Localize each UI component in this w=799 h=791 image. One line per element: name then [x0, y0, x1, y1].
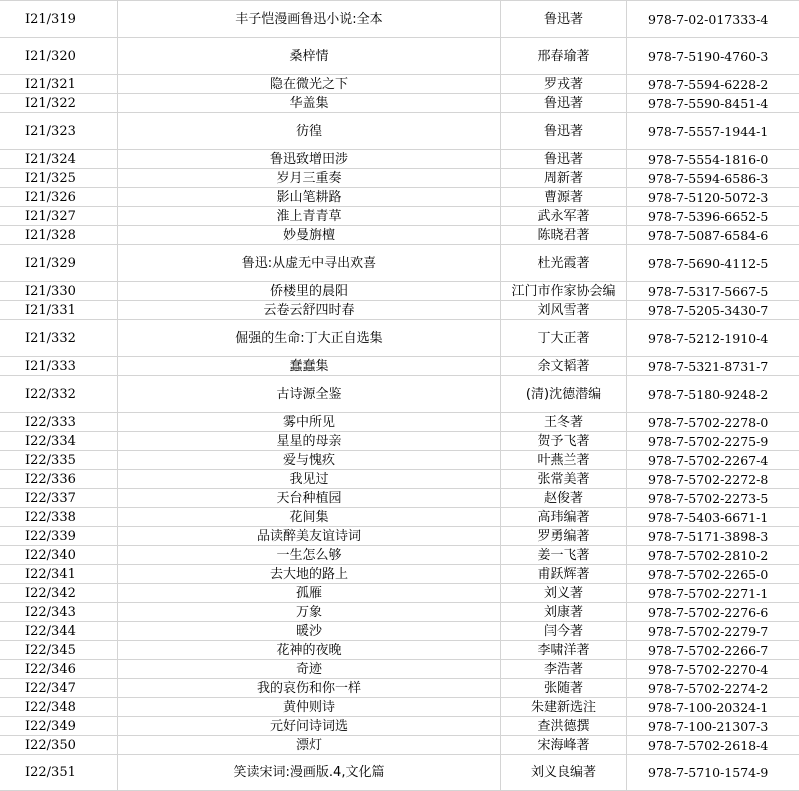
- book-title-cell[interactable]: 笑读宋词:漫画版.4,文化篇: [118, 755, 501, 791]
- table-row: [0, 150, 799, 169]
- call-number-cell[interactable]: I21/325: [0, 169, 118, 188]
- call-number-cell[interactable]: I21/323: [0, 113, 118, 150]
- author-cell[interactable]: 鲁迅著: [501, 94, 627, 113]
- author-cell[interactable]: 贺予飞著: [501, 432, 627, 451]
- call-number-cell[interactable]: I21/332: [0, 320, 118, 357]
- table-row: [0, 38, 799, 75]
- call-number-cell[interactable]: I22/344: [0, 622, 118, 641]
- isbn-cell[interactable]: 978-7-5702-2273-5: [627, 489, 799, 508]
- isbn-cell[interactable]: 978-7-5594-6228-2: [627, 75, 799, 94]
- table-row: [0, 451, 799, 470]
- call-number-cell[interactable]: I22/334: [0, 432, 118, 451]
- table-row: [0, 584, 799, 603]
- author-cell[interactable]: 查洪德撰: [501, 717, 627, 736]
- call-number-cell[interactable]: I22/343: [0, 603, 118, 622]
- author-cell[interactable]: 罗戎著: [501, 75, 627, 94]
- table-row: [0, 679, 799, 698]
- author-cell[interactable]: (清)沈德潜编: [501, 376, 627, 413]
- table-row: [0, 508, 799, 527]
- table-row: [0, 320, 799, 357]
- book-title-cell[interactable]: 万象: [118, 603, 501, 622]
- isbn-cell[interactable]: 978-7-5702-2272-8: [627, 470, 799, 489]
- table-row: [0, 660, 799, 679]
- book-title-cell[interactable]: 倔强的生命:丁大正自选集: [118, 320, 501, 357]
- book-title-cell[interactable]: 丰子恺漫画鲁迅小说:全本: [118, 1, 501, 38]
- book-title-cell[interactable]: 我的哀伤和你一样: [118, 679, 501, 698]
- book-title-cell[interactable]: 鲁迅:从虚无中寻出欢喜: [118, 245, 501, 282]
- book-title-cell[interactable]: 星星的母亲: [118, 432, 501, 451]
- book-title-cell[interactable]: 花神的夜晚: [118, 641, 501, 660]
- isbn-cell[interactable]: 978-7-5317-5667-5: [627, 282, 799, 301]
- book-title-cell[interactable]: 黄仲则诗: [118, 698, 501, 717]
- book-title-cell[interactable]: 桑梓情: [118, 38, 501, 75]
- call-number-cell[interactable]: I21/333: [0, 357, 118, 376]
- table-row: [0, 489, 799, 508]
- author-cell[interactable]: 鲁迅著: [501, 150, 627, 169]
- book-title-cell[interactable]: 去大地的路上: [118, 565, 501, 584]
- author-cell[interactable]: 罗勇编著: [501, 527, 627, 546]
- call-number-cell[interactable]: I22/349: [0, 717, 118, 736]
- call-number-cell[interactable]: I21/324: [0, 150, 118, 169]
- isbn-cell[interactable]: 978-7-5321-8731-7: [627, 357, 799, 376]
- author-cell[interactable]: 朱建新选注: [501, 698, 627, 717]
- isbn-cell[interactable]: 978-7-5212-1910-4: [627, 320, 799, 357]
- call-number-cell[interactable]: I22/350: [0, 736, 118, 755]
- table-row: [0, 622, 799, 641]
- table-row: [0, 282, 799, 301]
- isbn-cell[interactable]: 978-7-5702-2267-4: [627, 451, 799, 470]
- isbn-cell[interactable]: 978-7-5702-2275-9: [627, 432, 799, 451]
- author-cell[interactable]: 王冬著: [501, 413, 627, 432]
- author-cell[interactable]: 李浩著: [501, 660, 627, 679]
- table-body: [0, 1, 799, 791]
- table-row: [0, 717, 799, 736]
- author-cell[interactable]: 李啸洋著: [501, 641, 627, 660]
- isbn-cell[interactable]: 978-7-5396-6652-5: [627, 207, 799, 226]
- book-title-cell[interactable]: 隐在微光之下: [118, 75, 501, 94]
- call-number-cell[interactable]: I22/347: [0, 679, 118, 698]
- isbn-cell[interactable]: 978-7-5180-9248-2: [627, 376, 799, 413]
- table-row: [0, 207, 799, 226]
- author-cell[interactable]: 高玮编著: [501, 508, 627, 527]
- call-number-cell[interactable]: I21/329: [0, 245, 118, 282]
- book-title-cell[interactable]: 品读醉美友谊诗词: [118, 527, 501, 546]
- table-row: [0, 432, 799, 451]
- call-number-cell[interactable]: I22/346: [0, 660, 118, 679]
- table-row: [0, 755, 799, 791]
- book-title-cell[interactable]: 侨楼里的晨阳: [118, 282, 501, 301]
- author-cell[interactable]: 张常美著: [501, 470, 627, 489]
- table-row: [0, 226, 799, 245]
- isbn-cell[interactable]: 978-7-5702-2278-0: [627, 413, 799, 432]
- call-number-cell[interactable]: I21/319: [0, 1, 118, 38]
- call-number-cell[interactable]: I22/348: [0, 698, 118, 717]
- call-number-cell[interactable]: I22/337: [0, 489, 118, 508]
- call-number-cell[interactable]: I22/338: [0, 508, 118, 527]
- book-title-cell[interactable]: 岁月三重奏: [118, 169, 501, 188]
- table-row: [0, 470, 799, 489]
- call-number-cell[interactable]: I22/342: [0, 584, 118, 603]
- book-title-cell[interactable]: 元好问诗词选: [118, 717, 501, 736]
- book-title-cell[interactable]: 云卷云舒四时春: [118, 301, 501, 320]
- table-row: [0, 546, 799, 565]
- isbn-cell[interactable]: 978-7-5702-2265-0: [627, 565, 799, 584]
- book-title-cell[interactable]: 奇迹: [118, 660, 501, 679]
- author-cell[interactable]: 鲁迅著: [501, 113, 627, 150]
- author-cell[interactable]: 周新著: [501, 169, 627, 188]
- author-cell[interactable]: 陈晓君著: [501, 226, 627, 245]
- table-row: [0, 169, 799, 188]
- call-number-cell[interactable]: I22/340: [0, 546, 118, 565]
- book-title-cell[interactable]: 妙曼旃檀: [118, 226, 501, 245]
- author-cell[interactable]: 宋海峰著: [501, 736, 627, 755]
- call-number-cell[interactable]: I22/335: [0, 451, 118, 470]
- isbn-cell[interactable]: 978-7-5171-3898-3: [627, 527, 799, 546]
- book-title-cell[interactable]: 漂灯: [118, 736, 501, 755]
- isbn-cell[interactable]: 978-7-5594-6586-3: [627, 169, 799, 188]
- table-row: [0, 603, 799, 622]
- table-row: [0, 527, 799, 546]
- book-title-cell[interactable]: 孤雁: [118, 584, 501, 603]
- isbn-cell[interactable]: 978-7-5702-2276-6: [627, 603, 799, 622]
- author-cell[interactable]: 刘风雪著: [501, 301, 627, 320]
- author-cell[interactable]: 江门市作家协会编: [501, 282, 627, 301]
- call-number-cell[interactable]: I21/326: [0, 188, 118, 207]
- book-title-cell[interactable]: 影山笔耕路: [118, 188, 501, 207]
- isbn-cell[interactable]: 978-7-100-20324-1: [627, 698, 799, 717]
- book-title-cell[interactable]: 花间集: [118, 508, 501, 527]
- book-title-cell[interactable]: 华盖集: [118, 94, 501, 113]
- isbn-cell[interactable]: 978-7-5702-2270-4: [627, 660, 799, 679]
- isbn-cell[interactable]: 978-7-5590-8451-4: [627, 94, 799, 113]
- book-title-cell[interactable]: 一生怎么够: [118, 546, 501, 565]
- author-cell[interactable]: 丁大正著: [501, 320, 627, 357]
- table-row: [0, 94, 799, 113]
- table-row: [0, 357, 799, 376]
- book-title-cell[interactable]: 淮上青青草: [118, 207, 501, 226]
- table-row: [0, 1, 799, 38]
- book-title-cell[interactable]: 我见过: [118, 470, 501, 489]
- isbn-cell[interactable]: 978-7-5403-6671-1: [627, 508, 799, 527]
- call-number-cell[interactable]: I21/331: [0, 301, 118, 320]
- isbn-cell[interactable]: 978-7-02-017333-4: [627, 1, 799, 38]
- call-number-cell[interactable]: I22/341: [0, 565, 118, 584]
- author-cell[interactable]: 刘义著: [501, 584, 627, 603]
- isbn-cell[interactable]: 978-7-5557-1944-1: [627, 113, 799, 150]
- call-number-cell[interactable]: I21/320: [0, 38, 118, 75]
- author-cell[interactable]: 杜光霞著: [501, 245, 627, 282]
- table-row: [0, 113, 799, 150]
- author-cell[interactable]: 甫跃辉著: [501, 565, 627, 584]
- call-number-cell[interactable]: I21/322: [0, 94, 118, 113]
- isbn-cell[interactable]: 978-7-100-21307-3: [627, 717, 799, 736]
- author-cell[interactable]: 邢春瑜著: [501, 38, 627, 75]
- call-number-cell[interactable]: I22/345: [0, 641, 118, 660]
- isbn-cell[interactable]: 978-7-5702-2271-1: [627, 584, 799, 603]
- table-row: [0, 301, 799, 320]
- isbn-cell[interactable]: 978-7-5205-3430-7: [627, 301, 799, 320]
- call-number-cell[interactable]: I22/339: [0, 527, 118, 546]
- author-cell[interactable]: 姜一飞著: [501, 546, 627, 565]
- isbn-cell[interactable]: 978-7-5702-2266-7: [627, 641, 799, 660]
- call-number-cell[interactable]: I21/330: [0, 282, 118, 301]
- isbn-cell[interactable]: 978-7-5554-1816-0: [627, 150, 799, 169]
- call-number-cell[interactable]: I22/333: [0, 413, 118, 432]
- call-number-cell[interactable]: I21/328: [0, 226, 118, 245]
- isbn-cell[interactable]: 978-7-5702-2810-2: [627, 546, 799, 565]
- book-title-cell[interactable]: 爱与愧疚: [118, 451, 501, 470]
- isbn-cell[interactable]: 978-7-5710-1574-9: [627, 755, 799, 791]
- table-row: [0, 641, 799, 660]
- author-cell[interactable]: 余文韬著: [501, 357, 627, 376]
- author-cell[interactable]: 刘义良编著: [501, 755, 627, 791]
- book-title-cell[interactable]: 鲁迅致增田涉: [118, 150, 501, 169]
- author-cell[interactable]: 赵俊著: [501, 489, 627, 508]
- book-title-cell[interactable]: 天台种植园: [118, 489, 501, 508]
- book-title-cell[interactable]: 彷徨: [118, 113, 501, 150]
- author-cell[interactable]: 闫今著: [501, 622, 627, 641]
- table-row: [0, 698, 799, 717]
- table-row: [0, 565, 799, 584]
- table-row: [0, 188, 799, 207]
- author-cell[interactable]: 刘康著: [501, 603, 627, 622]
- book-title-cell[interactable]: 古诗源全鉴: [118, 376, 501, 413]
- isbn-cell[interactable]: 978-7-5087-6584-6: [627, 226, 799, 245]
- isbn-cell[interactable]: 978-7-5690-4112-5: [627, 245, 799, 282]
- table-row: [0, 75, 799, 94]
- author-cell[interactable]: 武永军著: [501, 207, 627, 226]
- call-number-cell[interactable]: I22/351: [0, 755, 118, 791]
- table-row: [0, 245, 799, 282]
- isbn-cell[interactable]: 978-7-5702-2279-7: [627, 622, 799, 641]
- call-number-cell[interactable]: I21/327: [0, 207, 118, 226]
- book-title-cell[interactable]: 暖沙: [118, 622, 501, 641]
- call-number-cell[interactable]: I22/332: [0, 376, 118, 413]
- book-title-cell[interactable]: 雾中所见: [118, 413, 501, 432]
- table-row: [0, 413, 799, 432]
- author-cell[interactable]: 曹源著: [501, 188, 627, 207]
- call-number-cell[interactable]: I22/336: [0, 470, 118, 489]
- author-cell[interactable]: 叶燕兰著: [501, 451, 627, 470]
- author-cell[interactable]: 鲁迅著: [501, 1, 627, 38]
- table-row: [0, 736, 799, 755]
- isbn-cell[interactable]: 978-7-5190-4760-3: [627, 38, 799, 75]
- isbn-cell[interactable]: 978-7-5702-2274-2: [627, 679, 799, 698]
- author-cell[interactable]: 张随著: [501, 679, 627, 698]
- isbn-cell[interactable]: 978-7-5702-2618-4: [627, 736, 799, 755]
- book-title-cell[interactable]: 蠢蠢集: [118, 357, 501, 376]
- call-number-cell[interactable]: I21/321: [0, 75, 118, 94]
- isbn-cell[interactable]: 978-7-5120-5072-3: [627, 188, 799, 207]
- table-row: [0, 376, 799, 413]
